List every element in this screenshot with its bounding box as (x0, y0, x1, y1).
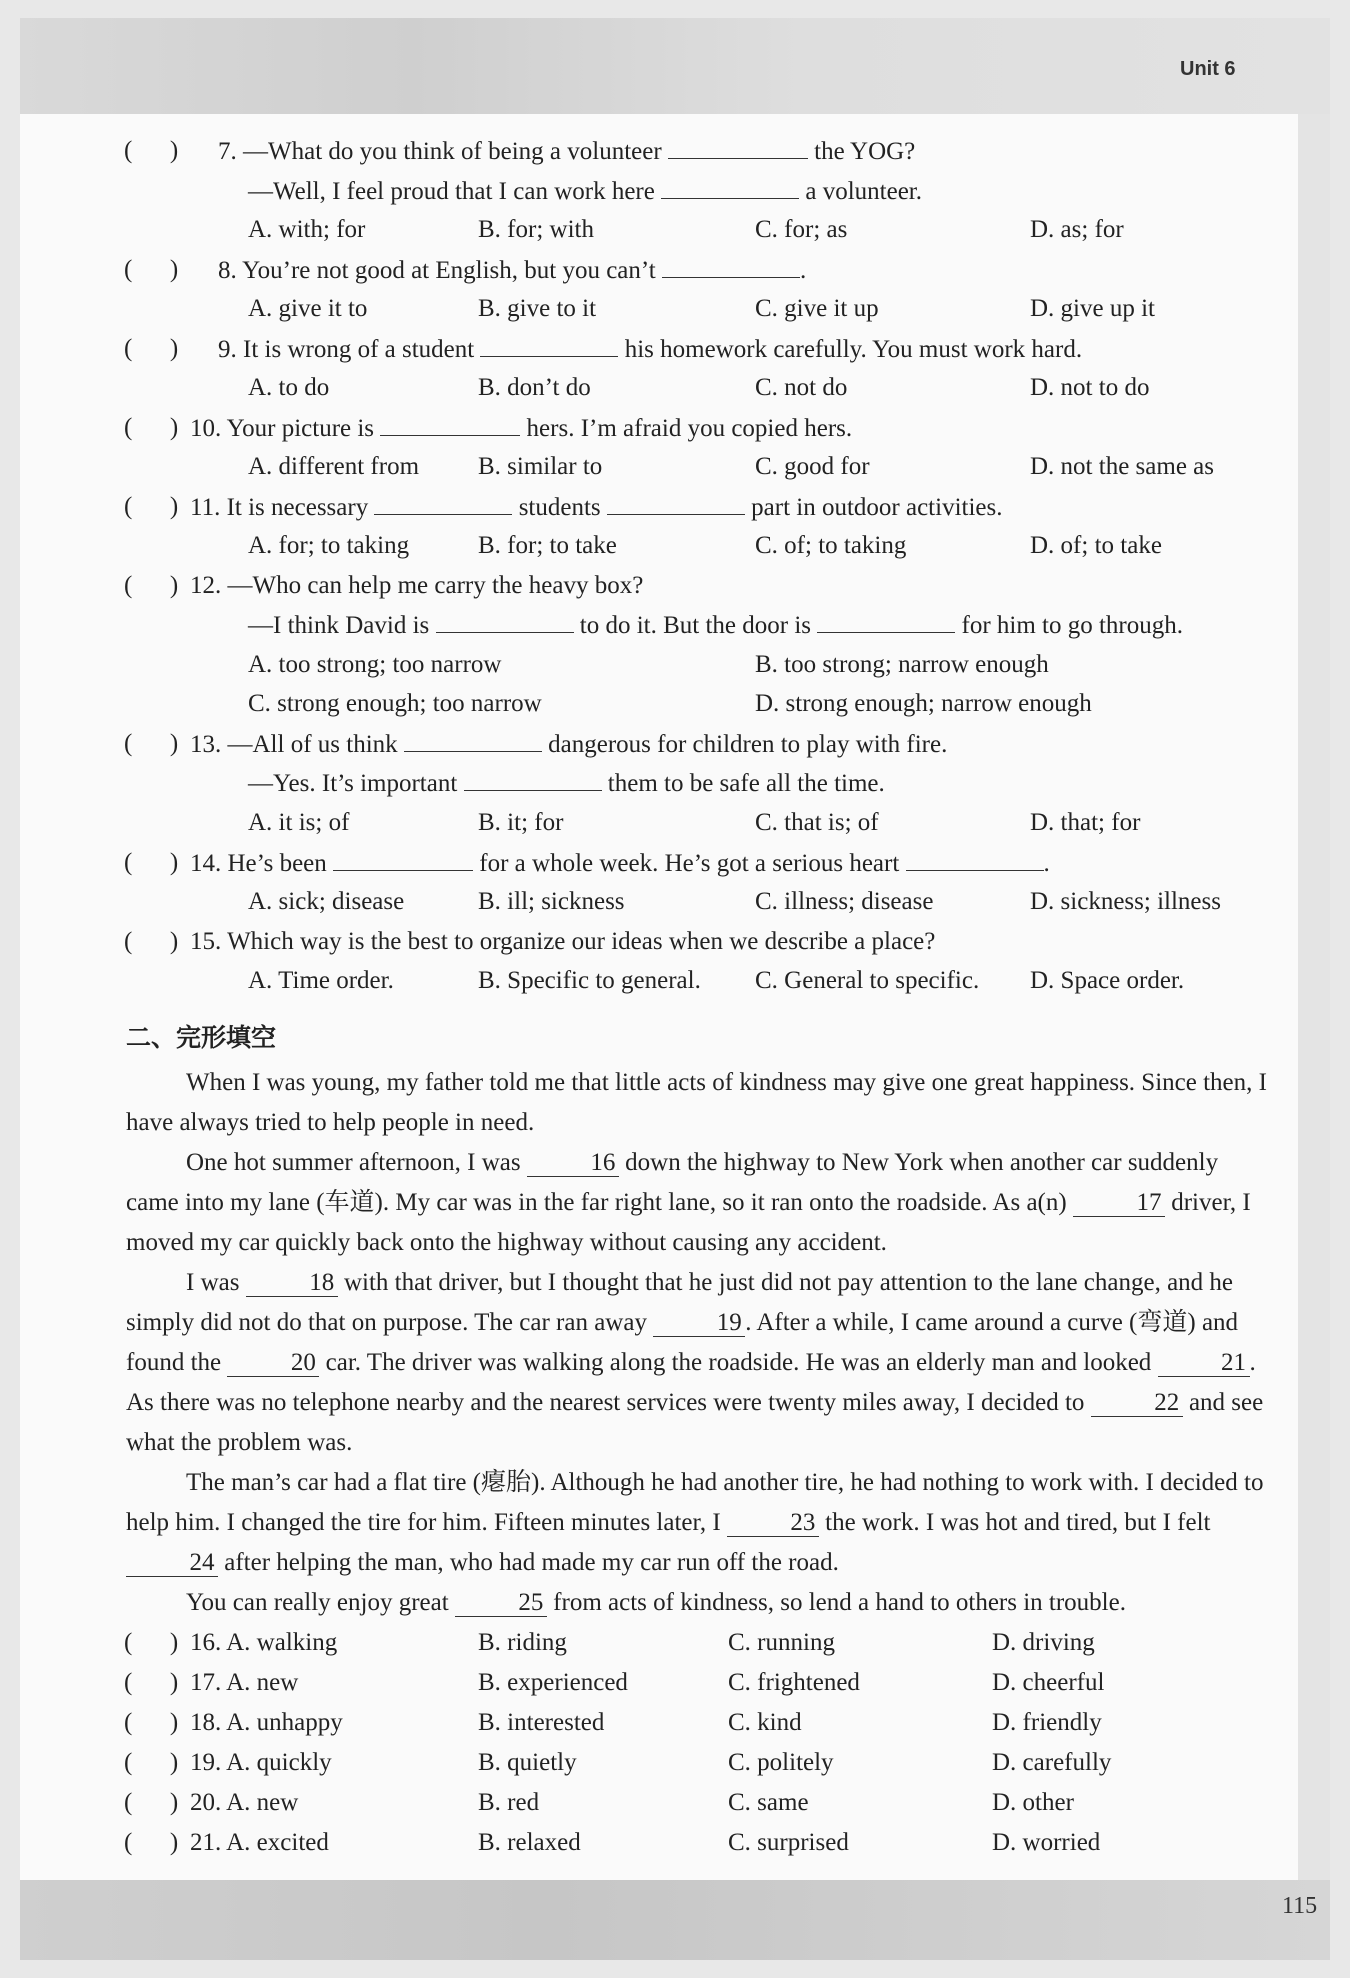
passage-paragraph-3: I was 18 with that driver, but I thought that he just did not pay attention to the lane change, and he simply did not do that on purpose. The car ran away 19 . After a while, I came around a curve (弯道) and found the 20 car. The driver was walking along the roadside. He was an elderly man and looked 21 . As there was no telephone nearby and the nearest services were twenty miles away, I decided to 22 and see what the problem was. (126, 1269, 1264, 1456)
answer-blank[interactable] (661, 176, 799, 199)
option-d[interactable]: D. other (992, 1789, 1074, 1816)
option-d[interactable]: D. worried (992, 1829, 1101, 1856)
passage-paragraph-4: The man’s car had a flat tire (瘪胎). Although he had another tire, he had nothing to work with. I decided to help him. I changed the tire for him. Fifteen minutes later, I 23 the work. I was hot and tired, but I felt 24 after helping the man, who had made my car run off the road. (126, 1469, 1264, 1576)
option-d[interactable]: D. as; for (1030, 216, 1124, 243)
option-a[interactable]: A. with; for (248, 216, 366, 243)
answer-bracket[interactable]: ( ) (124, 928, 179, 955)
question-stem: He’s been (227, 850, 327, 877)
option-a[interactable]: A. unhappy (226, 1709, 343, 1736)
answer-bracket[interactable]: ( ) (124, 849, 179, 876)
question-15 (190, 927, 935, 957)
cloze-option-row-20: 20. A. new (190, 1789, 299, 1816)
option-b[interactable]: B. give to it (478, 295, 597, 322)
passage-paragraph-5: You can really enjoy great 25 from acts of kindness, so lend a hand to others in trouble. (186, 1589, 1126, 1616)
answer-blank[interactable] (404, 729, 542, 752)
answer-bracket[interactable]: ( ) (124, 335, 179, 362)
passage-paragraph-2: One hot summer afternoon, I was 16 down the highway to New York when another car suddenly came into my lane (车道). My car was in the far right lane, so it ran onto the roadside. As a(n) 17 driver, I moved my car quickly back onto the highway without causing any accident. (126, 1149, 1251, 1256)
option-b[interactable]: B. similar to (478, 453, 603, 480)
option-c[interactable]: C. frightened (728, 1669, 860, 1696)
question-stem: —Who can help me carry the heavy box? (227, 572, 644, 599)
answer-bracket[interactable]: ( ) (124, 256, 179, 283)
question-stem: . (799, 257, 807, 284)
question-stem: Your picture is (226, 415, 375, 442)
option-d[interactable]: D. sickness; illness (1030, 888, 1221, 915)
option-c[interactable]: C. that is; of (755, 809, 879, 836)
question-stem: . (1043, 850, 1050, 877)
question-9 (218, 334, 1082, 365)
option-a[interactable]: A. it is; of (248, 809, 350, 836)
option-d[interactable]: D. cheerful (992, 1669, 1105, 1696)
question-number: 8. (218, 257, 237, 284)
question-stem: for a whole week. He’s got a serious heart (479, 850, 900, 877)
question-12 (190, 571, 643, 601)
option-c[interactable]: C. running (728, 1629, 835, 1656)
question-stem: It is wrong of a student (243, 336, 475, 363)
question-stem: It is necessary (226, 494, 369, 521)
option-c[interactable]: C. illness; disease (755, 888, 934, 915)
question-stem: You’re not good at English, but you can’t (242, 257, 656, 284)
option-b[interactable]: B. riding (478, 1629, 567, 1656)
option-b[interactable]: B. interested (478, 1709, 605, 1736)
question-stem: to do it. But the door is (579, 612, 811, 639)
option-a[interactable]: A. sick; disease (248, 888, 405, 915)
answer-bracket[interactable]: ( ) (124, 1829, 179, 1856)
answer-bracket[interactable]: ( ) (124, 414, 179, 441)
question-stem: —What do you think of being a volunteer (243, 138, 662, 165)
option-d[interactable]: D. driving (992, 1629, 1095, 1656)
question-10 (190, 413, 852, 444)
option-b[interactable]: B. ill; sickness (478, 888, 625, 915)
option-b[interactable]: B. red (478, 1789, 540, 1816)
cloze-blank-16[interactable]: 16 (527, 1150, 619, 1177)
question-stem: his homework carefully. You must work hard. (624, 336, 1083, 363)
answer-blank[interactable] (464, 768, 602, 791)
answer-bracket[interactable]: ( ) (124, 1749, 179, 1776)
option-c[interactable]: C. General to specific. (755, 967, 980, 994)
question-7-line-2 (248, 176, 922, 207)
unit-label: Unit 6 (1180, 58, 1236, 80)
question-number: 12. (190, 572, 222, 599)
cloze-option-row-19: 19. A. quickly (190, 1749, 332, 1776)
answer-blank[interactable] (333, 848, 473, 871)
option-b[interactable]: B. quietly (478, 1749, 577, 1776)
question-stem: —I think David is (248, 612, 430, 639)
question-stem: Which way is the best to organize our ideas when we describe a place? (227, 928, 936, 955)
passage-paragraph-1: When I was young, my father told me that little acts of kindness may give one great happiness. Since then, I have always tried to help people in need. (126, 1069, 1267, 1136)
question-number: 9. (218, 336, 237, 363)
option-b[interactable]: B. don’t do (478, 374, 591, 401)
option-b[interactable]: B. experienced (478, 1669, 628, 1696)
question-stem: —All of us think (227, 731, 398, 758)
option-c[interactable]: C. for; as (755, 216, 848, 243)
question-number: 10. (190, 415, 222, 442)
option-a[interactable]: A. new (226, 1669, 299, 1696)
answer-blank[interactable] (436, 610, 574, 633)
question-11 (190, 492, 1003, 523)
question-7 (218, 136, 915, 167)
answer-blank[interactable] (380, 413, 520, 436)
option-d[interactable]: D. of; to take (1030, 532, 1162, 559)
question-8 (218, 255, 806, 286)
question-stem: dangerous for children to play with fire. (548, 731, 948, 758)
question-number: 7. (218, 138, 237, 165)
answer-bracket[interactable]: ( ) (124, 1629, 179, 1656)
option-b[interactable]: B. for; to take (478, 532, 617, 559)
option-d[interactable]: D. Space order. (1030, 967, 1185, 994)
option-d[interactable]: D. not to do (1030, 374, 1150, 401)
question-14 (190, 848, 1050, 879)
question-number: 14. (190, 850, 222, 877)
option-d[interactable]: D. carefully (992, 1749, 1112, 1776)
option-c[interactable]: C. not do (755, 374, 848, 401)
option-b[interactable]: B. it; for (478, 809, 564, 836)
cloze-blank-18[interactable]: 18 (246, 1270, 338, 1297)
option-a[interactable]: A. give it to (248, 295, 368, 322)
option-d[interactable]: D. friendly (992, 1709, 1102, 1736)
option-d[interactable]: D. give up it (1030, 295, 1155, 322)
answer-bracket[interactable]: ( ) (124, 1789, 179, 1816)
question-stem: —Well, I feel proud that I can work here (248, 178, 655, 205)
cloze-option-row-17: 17. A. new (190, 1669, 299, 1696)
cloze-blank-17[interactable]: 17 (1073, 1190, 1165, 1217)
answer-blank[interactable] (480, 334, 618, 357)
option-c[interactable]: C. strong enough; too narrow (248, 690, 542, 717)
option-b[interactable]: B. for; with (478, 216, 594, 243)
answer-bracket[interactable]: ( ) (124, 493, 179, 520)
answer-blank[interactable] (817, 610, 955, 633)
question-stem: hers. I’m afraid you copied hers. (526, 415, 853, 442)
answer-bracket[interactable]: ( ) (124, 572, 179, 599)
option-d[interactable]: D. strong enough; narrow enough (755, 690, 1092, 717)
cloze-option-row-21: 21. A. excited (190, 1829, 329, 1856)
option-a[interactable]: A. new (226, 1789, 299, 1816)
question-number: 15. (190, 928, 222, 955)
option-d[interactable]: D. that; for (1030, 809, 1141, 836)
cloze-blank-19[interactable]: 19 (653, 1310, 745, 1337)
cloze-blank-21[interactable]: 21 (1158, 1350, 1250, 1377)
question-stem: them to be safe all the time. (607, 770, 885, 797)
cloze-blank-24[interactable]: 24 (126, 1550, 218, 1577)
answer-bracket[interactable]: ( ) (124, 137, 179, 164)
cloze-blank-22[interactable]: 22 (1091, 1390, 1183, 1417)
option-c[interactable]: C. politely (728, 1749, 834, 1776)
question-stem: a volunteer. (805, 178, 922, 205)
answer-blank[interactable] (662, 255, 800, 278)
option-b[interactable]: B. relaxed (478, 1829, 581, 1856)
answer-blank[interactable] (374, 492, 512, 515)
option-a[interactable]: A. to do (248, 374, 330, 401)
page-number: 115 (1282, 1893, 1318, 1919)
question-stem: part in outdoor activities. (751, 494, 1003, 521)
option-a[interactable]: A. Time order. (248, 967, 394, 994)
option-d[interactable]: D. not the same as (1030, 453, 1214, 480)
option-a[interactable]: A. different from (248, 453, 420, 480)
option-c[interactable]: C. same (728, 1789, 809, 1816)
answer-bracket[interactable]: ( ) (124, 1709, 179, 1736)
section-title: 二、完形填空 (126, 1023, 277, 1052)
question-stem: for him to go through. (961, 612, 1184, 639)
question-12-line-2 (248, 610, 1183, 641)
option-c[interactable]: C. of; to taking (755, 532, 907, 559)
option-a[interactable]: A. too strong; too narrow (248, 651, 502, 678)
option-a[interactable]: A. walking (226, 1629, 338, 1656)
cloze-option-row-18: 18. A. unhappy (190, 1709, 343, 1736)
answer-bracket[interactable]: ( ) (124, 730, 179, 757)
option-a[interactable]: A. excited (226, 1829, 329, 1856)
question-number: 11. (190, 494, 221, 521)
question-stem: —Yes. It’s important (248, 770, 458, 797)
answer-blank[interactable] (607, 492, 745, 515)
option-c[interactable]: C. good for (755, 453, 870, 480)
answer-bracket[interactable]: ( ) (124, 1669, 179, 1696)
option-a[interactable]: A. for; to taking (248, 532, 410, 559)
question-stem: students (518, 494, 601, 521)
option-c[interactable]: C. surprised (728, 1829, 849, 1856)
cloze-blank-20[interactable]: 20 (227, 1350, 319, 1377)
question-stem: the YOG? (814, 138, 916, 165)
option-b[interactable]: B. Specific to general. (478, 967, 701, 994)
answer-blank[interactable] (906, 848, 1044, 871)
answer-blank[interactable] (668, 136, 808, 159)
cloze-blank-25[interactable]: 25 (455, 1590, 547, 1617)
option-c[interactable]: C. give it up (755, 295, 879, 322)
option-c[interactable]: C. kind (728, 1709, 802, 1736)
question-number: 13. (190, 731, 222, 758)
cloze-option-row-16: 16. A. walking (190, 1629, 338, 1656)
option-a[interactable]: A. quickly (226, 1749, 332, 1776)
option-b[interactable]: B. too strong; narrow enough (755, 651, 1049, 678)
question-13-line-2 (248, 768, 885, 799)
question-13 (190, 729, 947, 760)
cloze-blank-23[interactable]: 23 (727, 1510, 819, 1537)
